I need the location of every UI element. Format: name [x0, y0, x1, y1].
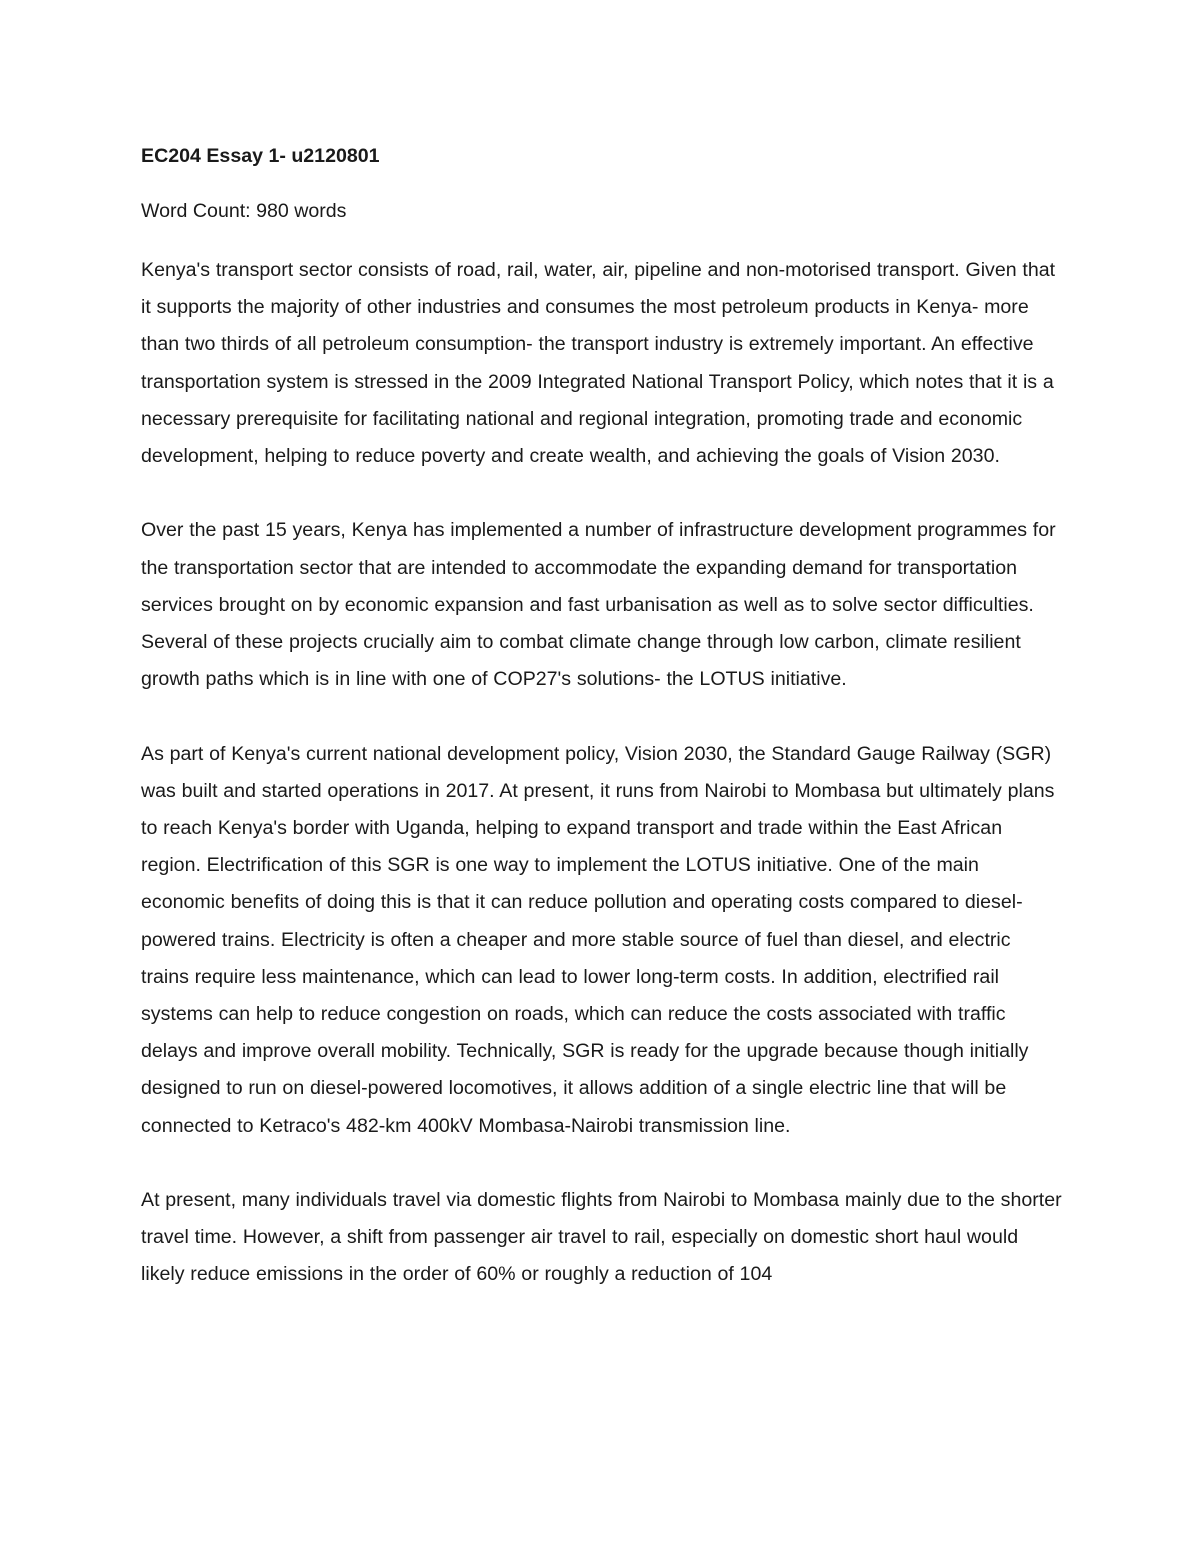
paragraph-standard-gauge-railway: As part of Kenya's current national development policy, Vision 2030, the Standard Gauge Railway (SGR) was built and started operations in 2017. At present, it runs from Nairobi to Mombasa but ultimately plans to reach Kenya's border with Uganda, helping to expand transport and trade within the East African region. Electrification of this SGR is one way to implement the LOTUS initiative. One of the main economic benefits of doing this is that it can reduce pollution and operating costs compared to diesel-powered trains. Electricity is often a cheaper and more stable source of fuel than diesel, and electric trains require less maintenance, which can lead to lower long-term costs. In addition, electrified rail systems can help to reduce congestion on roads, which can reduce the costs associated with traffic delays and improve overall mobility. Technically, SGR is ready for the upgrade because though initially designed to run on diesel-powered locomotives, it allows addition of a single electric line that will be connected to Ketraco's 482-km 400kV Mombasa-Nairobi transmission line. [141, 742, 1055, 1137]
paragraph-infrastructure-programmes: Over the past 15 years, Kenya has implemented a number of infrastructure development programmes for the transportation sector that are intended to accommodate the expanding demand for transportation services brought on by economic expansion and fast urbanisation as well as to solve sector difficulties. Several of these projects crucially aim to combat climate change through low carbon, climate resilient growth paths which is in line with one of COP27's solutions- the LOTUS initiative. [141, 519, 1056, 691]
essay-title: EC204 Essay 1- u2120801 [141, 145, 380, 167]
document-body [141, 141, 1063, 1294]
paragraph-transport-sector: Kenya's transport sector consists of road, rail, water, air, pipeline and non-motorised transport. Given that it supports the majority of other industries and consumes the most petroleum products in Kenya- more than two thirds of all petroleum consumption- the transport industry is extremely important. An effective transportation system is stressed in the 2009 Integrated National Transport Policy, which notes that it is a necessary prerequisite for facilitating national and regional integration, promoting trade and economic development, helping to reduce poverty and create wealth, and achieving the goals of Vision 2030. [141, 259, 1056, 468]
paragraph-domestic-flights: At present, many individuals travel via domestic flights from Nairobi to Mombasa mainly due to the shorter travel time. However, a shift from passenger air travel to rail, especially on domestic short haul would likely reduce emissions in the order of 60% or roughly a reduction of 104 [141, 1189, 1062, 1286]
word-count: Word Count: 980 words [141, 200, 347, 222]
